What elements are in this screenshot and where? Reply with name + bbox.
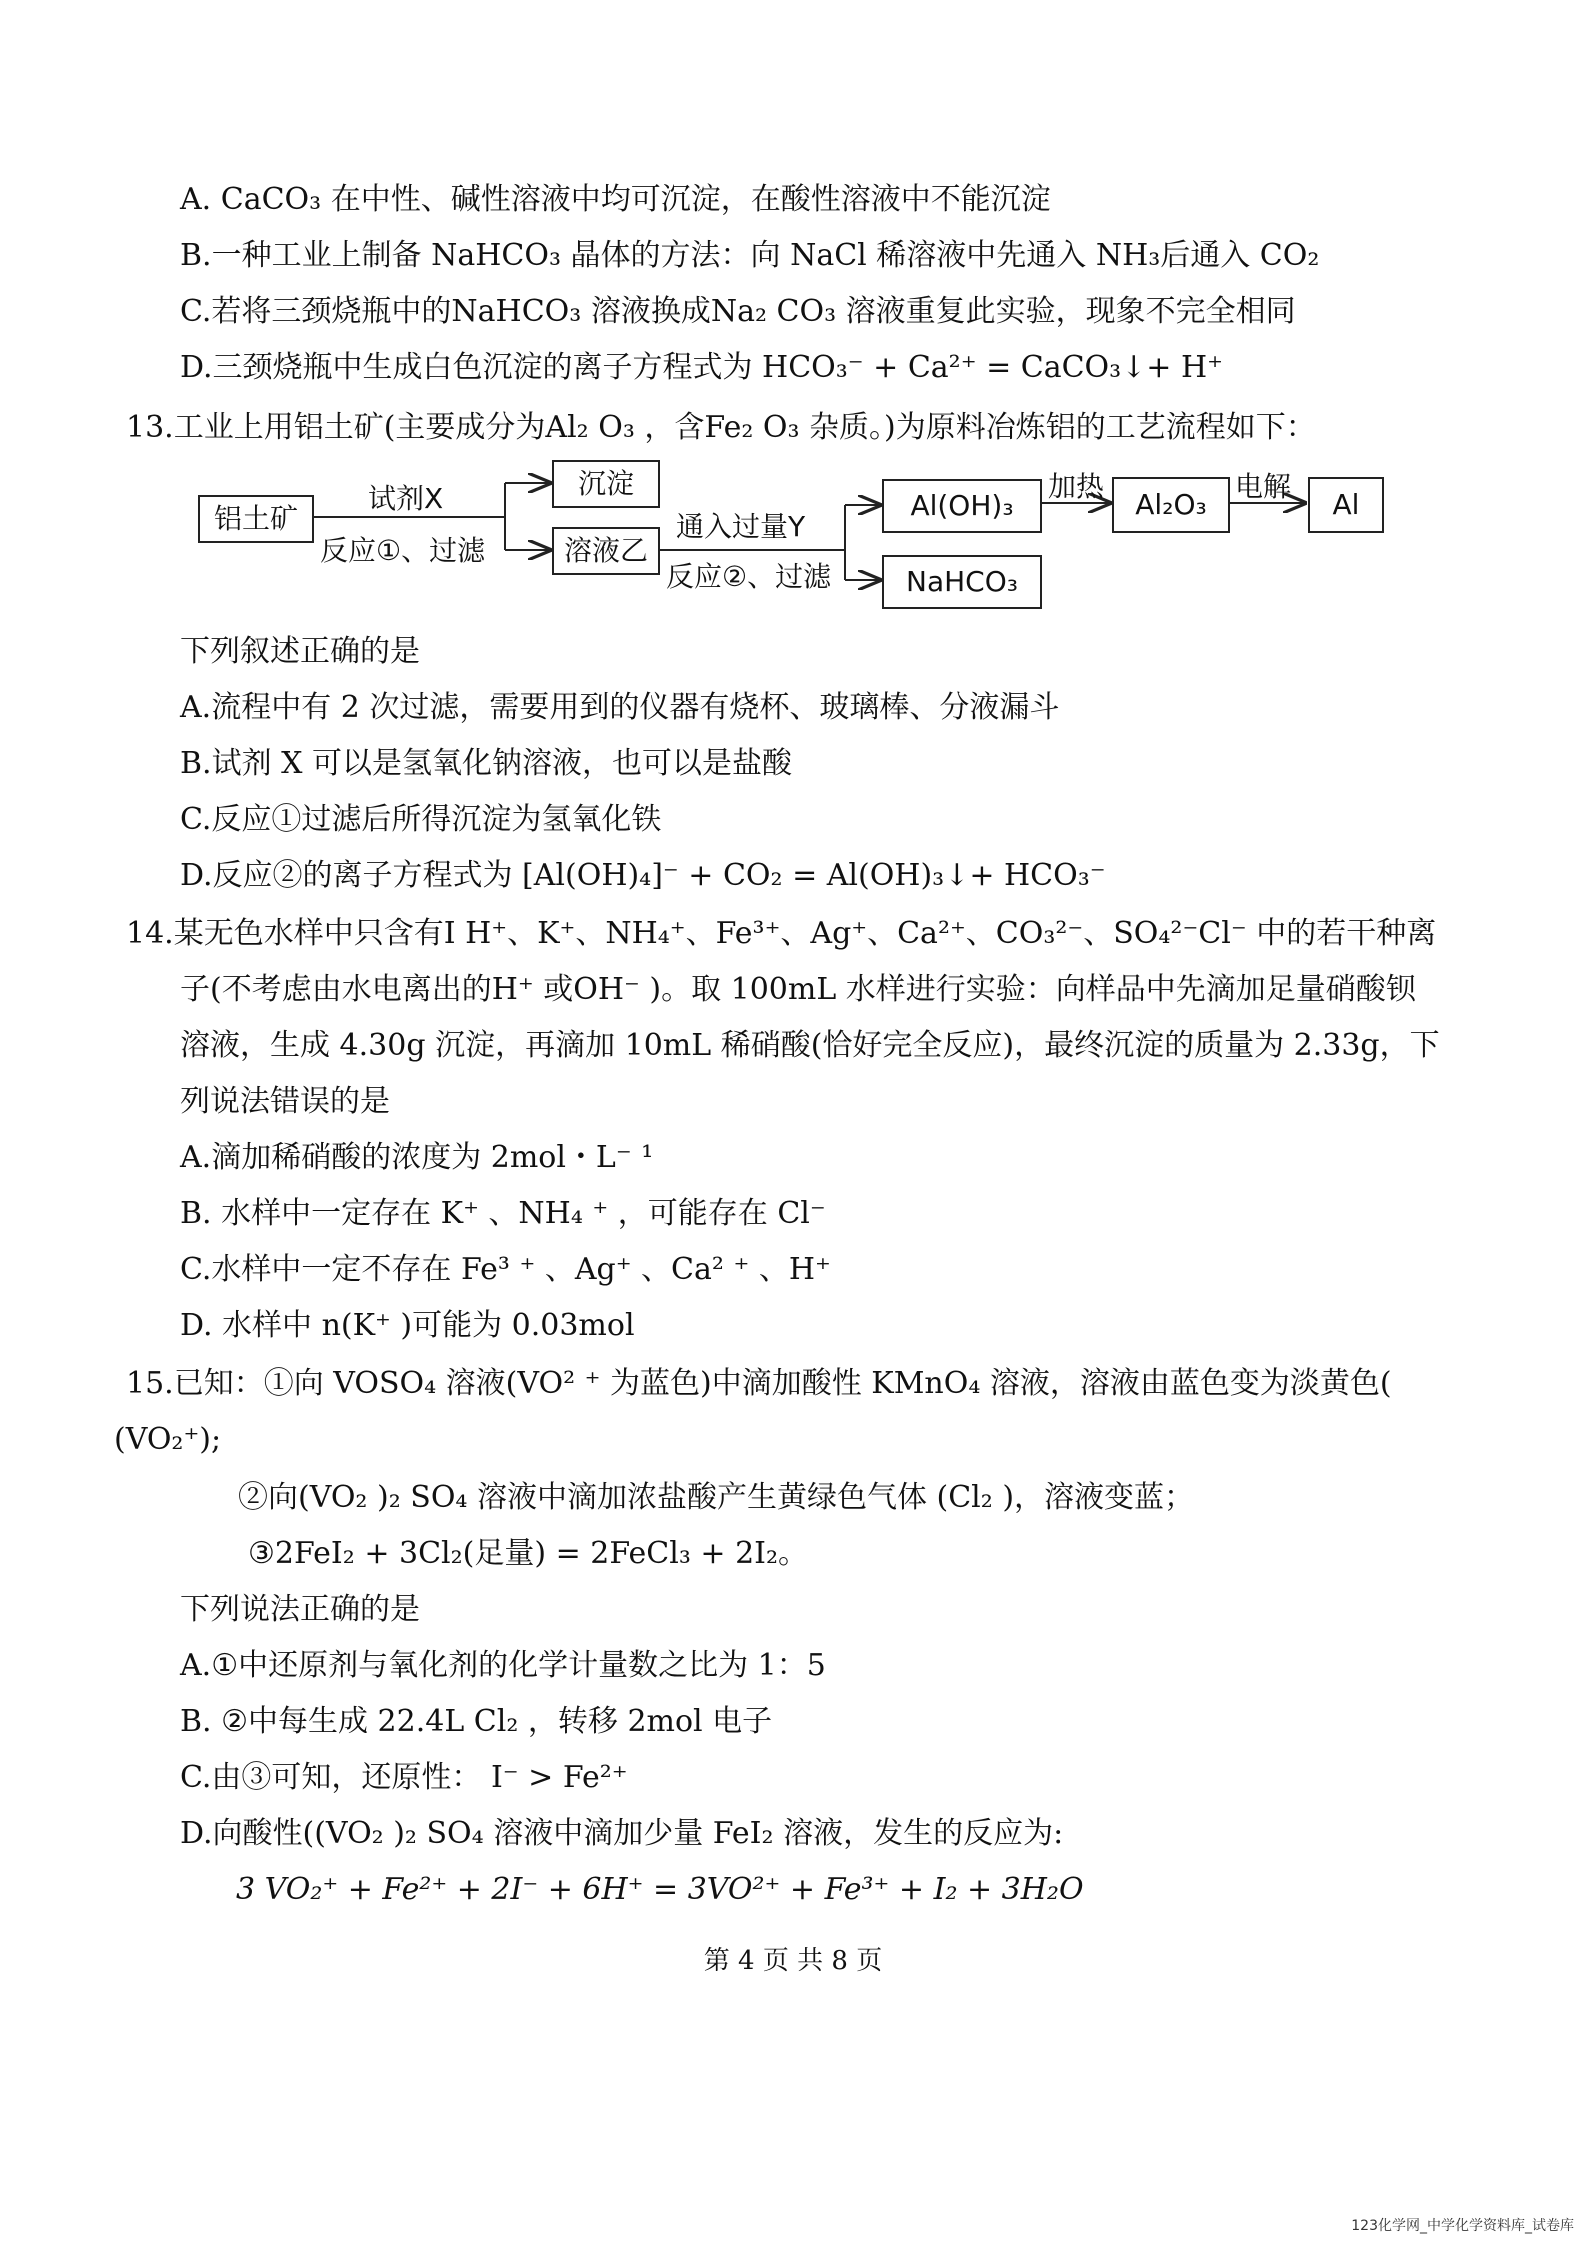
watermark-text: 123化学网_中学化学资料库_试卷库 xyxy=(1351,2218,1574,2234)
q14-stem-line3: 溶液，生成 4.30g 沉淀，再滴加 10mL 稀硝酸(恰好完全反应)，最终沉淀的质量为 2.33g，下 xyxy=(180,1028,1440,1063)
q12-option-d: D.三颈烧瓶中生成白色沉淀的离子方程式为 HCO₃⁻ + Ca²⁺ = CaCO₃↓+ H⁺ xyxy=(180,350,1223,385)
q12-option-b: B.一种工业上制备 NaHCO₃ 晶体的方法：向 NaCl 稀溶液中先通入 NH₃后通入 CO₂ xyxy=(180,238,1320,273)
q15-option-b: B. ②中每生成 22.4L Cl₂ ，转移 2mol 电子 xyxy=(180,1704,773,1739)
q14-option-b: B. 水样中一定存在 K⁺ 、NH₄ ⁺ ，可能存在 Cl⁻ xyxy=(180,1196,826,1231)
q13-option-b: B.试剂 X 可以是氢氧化钠溶液，也可以是盐酸 xyxy=(180,746,793,781)
q15-stem-line2: (VO₂⁺); xyxy=(114,1422,222,1457)
q13-option-c: C.反应①过滤后所得沉淀为氢氧化铁 xyxy=(180,802,662,837)
q12-option-a: A. CaCO₃ 在中性、碱性溶液中均可沉淀，在酸性溶液中不能沉淀 xyxy=(180,182,1051,217)
q15-prompt: 下列说法正确的是 xyxy=(180,1592,420,1627)
q13-option-a: A.流程中有 2 次过滤，需要用到的仪器有烧杯、玻璃棒、分液漏斗 xyxy=(180,690,1060,725)
heat-label: 加热 xyxy=(1048,470,1105,503)
q12-option-c: C.若将三颈烧瓶中的NaHCO₃ 溶液换成Na₂ CO₃ 溶液重复此实验，现象不完全相同 xyxy=(180,294,1296,329)
electrolysis-label: 电解 xyxy=(1235,470,1292,503)
q14-option-c: C.水样中一定不存在 Fe³ ⁺ 、Ag⁺ 、Ca² ⁺ 、H⁺ xyxy=(180,1252,831,1287)
aloh3-box: Al(OH)₃ xyxy=(882,479,1042,533)
q14-option-d: D. 水样中 n(K⁺ )可能为 0.03mol xyxy=(180,1308,635,1343)
q14-option-a: A.滴加稀硝酸的浓度为 2mol・L⁻ ¹ xyxy=(180,1140,654,1175)
al2o3-box: Al₂O₃ xyxy=(1112,477,1230,533)
q13-prompt: 下列叙述正确的是 xyxy=(180,634,420,669)
pass-y-label: 通入过量Y xyxy=(676,510,806,543)
q13-option-d: D.反应②的离子方程式为 [Al(OH)₄]⁻ + CO₂ = Al(OH)₃↓+ HCO₃⁻ xyxy=(180,858,1106,893)
q15-item-3: ③2FeI₂ + 3Cl₂(足量) = 2FeCl₃ + 2I₂。 xyxy=(248,1536,809,1571)
reaction1-label: 反应①、过滤 xyxy=(320,534,486,567)
q14-stem-line4: 列说法错误的是 xyxy=(180,1084,390,1119)
bauxite-box: 铝土矿 xyxy=(198,495,314,543)
q15-option-d-equation: 3 VO₂⁺ + Fe²⁺ + 2I⁻ + 6H⁺ = 3VO²⁺ + Fe³⁺ + I₂ + 3H₂O xyxy=(236,1872,1084,1907)
q15-item-2: ②向(VO₂ )₂ SO₄ 溶液中滴加浓盐酸产生黄绿色气体 (Cl₂ )，溶液变蓝； xyxy=(238,1480,1195,1515)
reaction2-label: 反应②、过滤 xyxy=(666,560,832,593)
al-box: Al xyxy=(1308,477,1384,533)
q15-option-d: D.向酸性((VO₂ )₂ SO₄ 溶液中滴加少量 FeI₂ 溶液，发生的反应为: xyxy=(180,1816,1064,1851)
q15-option-a: A.①中还原剂与氧化剂的化学计量数之比为 1：5 xyxy=(180,1648,826,1683)
q13-stem: 13.工业上用铝土矿(主要成分为Al₂ O₃ ，含Fe₂ O₃ 杂质。)为原料冶炼铝的工艺流程如下： xyxy=(126,410,1316,445)
precipitate-box: 沉淀 xyxy=(552,460,660,508)
q14-stem-line1: 14.某无色水样中只含有Ⅰ H⁺、K⁺、NH₄⁺、Fe³⁺、Ag⁺、Ca²⁺、CO₃²⁻、SO₄²⁻Cl⁻ 中的若干种离 xyxy=(126,916,1437,951)
reagent-x-label: 试剂X xyxy=(368,482,444,515)
solution-b-box: 溶液乙 xyxy=(552,527,660,575)
process-flowchart xyxy=(190,455,1390,615)
page-number-footer: 第 4 页 共 8 页 xyxy=(703,1946,883,1976)
q15-option-c: C.由③可知，还原性： I⁻ > Fe²⁺ xyxy=(180,1760,628,1795)
q14-stem-line2: 子(不考虑由水电离出的H⁺ 或OH⁻ )。取 100mL 水样进行实验：向样品中先滴加足量硝酸钡 xyxy=(180,972,1416,1007)
q15-stem-line1: 15.已知：①向 VOSO₄ 溶液(VO² ⁺ 为蓝色)中滴加酸性 KMnO₄ 溶液，溶液由蓝色变为淡黄色( xyxy=(126,1366,1392,1401)
nahco3-box: NaHCO₃ xyxy=(882,555,1042,609)
